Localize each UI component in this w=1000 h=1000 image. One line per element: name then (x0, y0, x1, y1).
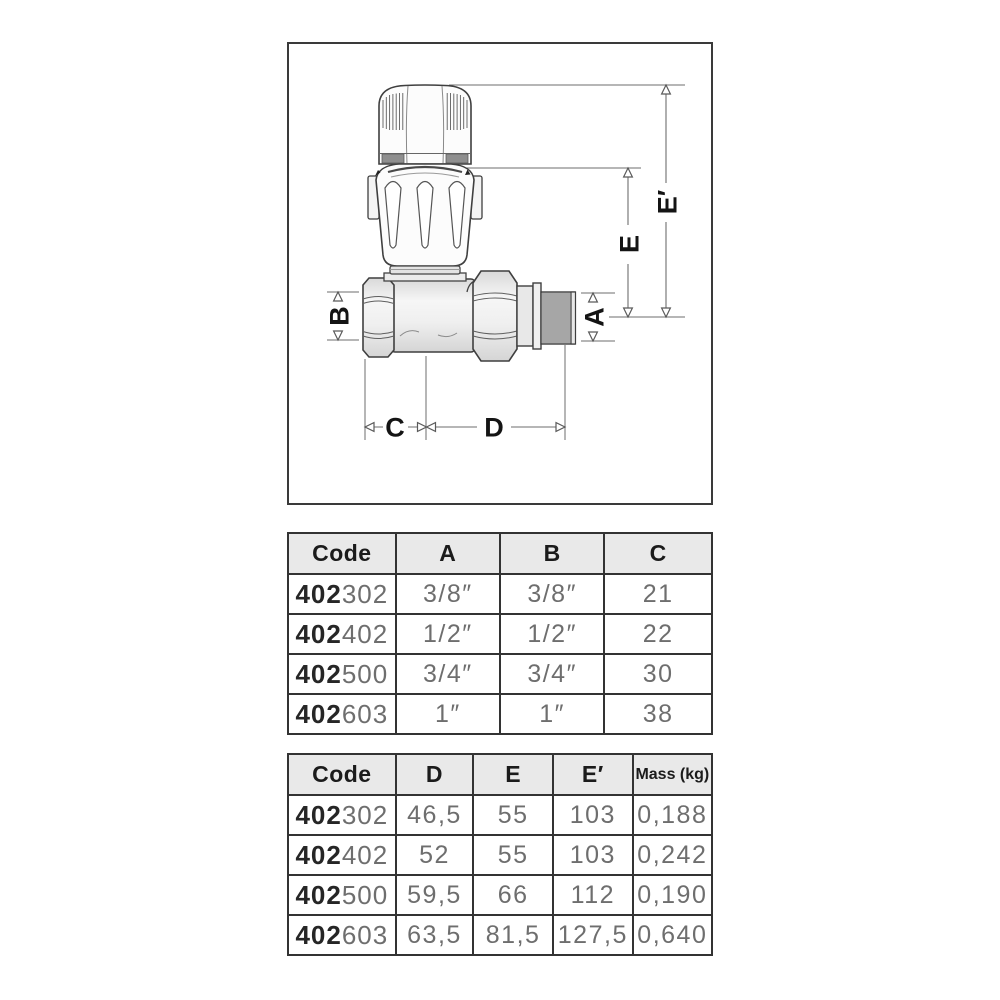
value-cell: 127,5 (553, 915, 633, 955)
dimension-e-prime (653, 85, 683, 317)
table-row (288, 654, 712, 694)
dimension-label-a: A (579, 307, 610, 327)
tail-nut (363, 278, 394, 357)
value-cell: 63,5 (396, 915, 474, 955)
technical-drawing-box (287, 42, 713, 505)
value-cell: 3/8″ (500, 574, 604, 614)
valve-body (363, 266, 576, 361)
table-header-row (288, 533, 712, 574)
value-cell: 81,5 (473, 915, 553, 955)
code-cell: 402402 (288, 835, 396, 875)
column-header: B (500, 533, 604, 574)
code-cell: 402500 (288, 654, 396, 694)
column-header: Mass (kg) (633, 754, 712, 795)
column-header: D (396, 754, 474, 795)
value-cell: 0,188 (633, 795, 712, 835)
union-tailpiece (517, 286, 533, 346)
male-thread (541, 292, 575, 344)
code-cell: 402302 (288, 795, 396, 835)
value-cell: 112 (553, 875, 633, 915)
value-cell: 103 (553, 835, 633, 875)
body-center (391, 279, 475, 352)
column-header: C (604, 533, 712, 574)
dimension-label-c: C (385, 412, 405, 443)
table-row (288, 694, 712, 734)
column-header: Code (288, 754, 396, 795)
value-cell: 3/4″ (396, 654, 500, 694)
column-header: Code (288, 533, 396, 574)
knob-ribs-right (447, 93, 467, 130)
value-cell: 46,5 (396, 795, 474, 835)
table-row (288, 795, 712, 835)
knob-scale-band-left (382, 154, 404, 163)
dimensions-table-inches (287, 532, 713, 735)
value-cell: 52 (396, 835, 474, 875)
value-cell: 0,640 (633, 915, 712, 955)
dimension-label-e: E (614, 234, 645, 254)
code-cell: 402402 (288, 614, 396, 654)
value-cell: 21 (604, 574, 712, 614)
union-nut (473, 271, 517, 361)
value-cell: 38 (604, 694, 712, 734)
table-row (288, 915, 712, 955)
code-cell: 402603 (288, 915, 396, 955)
dimension-c-d (365, 413, 565, 443)
code-cell: 402500 (288, 875, 396, 915)
valve-diagram (289, 44, 711, 503)
dimension-label-b: B (324, 306, 355, 326)
dimension-a (580, 293, 610, 341)
dimension-label-d: D (484, 412, 504, 443)
thread-flange (533, 283, 541, 349)
value-cell: 55 (473, 835, 553, 875)
value-cell: 55 (473, 795, 553, 835)
thread-end-cap (571, 292, 576, 344)
dimensions-table-mm (287, 753, 713, 956)
knob-ribs-left (383, 93, 403, 130)
value-cell: 59,5 (396, 875, 474, 915)
column-header: E (473, 754, 553, 795)
dimension-b (325, 292, 355, 340)
column-header: E′ (553, 754, 633, 795)
value-cell: 1″ (500, 694, 604, 734)
value-cell: 22 (604, 614, 712, 654)
code-cell: 402603 (288, 694, 396, 734)
table-header-row (288, 754, 712, 795)
value-cell: 66 (473, 875, 553, 915)
value-cell: 103 (553, 795, 633, 835)
value-cell: 0,190 (633, 875, 712, 915)
code-cell: 402302 (288, 574, 396, 614)
value-cell: 0,242 (633, 835, 712, 875)
column-header: A (396, 533, 500, 574)
value-cell: 30 (604, 654, 712, 694)
table-row (288, 614, 712, 654)
dimension-label-e-prime: E′ (652, 189, 683, 215)
value-cell: 1/2″ (500, 614, 604, 654)
table-row (288, 574, 712, 614)
table-row (288, 835, 712, 875)
dimension-e (615, 168, 645, 317)
value-cell: 3/4″ (500, 654, 604, 694)
value-cell: 1″ (396, 694, 500, 734)
value-cell: 3/8″ (396, 574, 500, 614)
knob-scale-band-right (446, 154, 468, 163)
value-cell: 1/2″ (396, 614, 500, 654)
table-row (288, 875, 712, 915)
thermostatic-head (368, 85, 482, 266)
